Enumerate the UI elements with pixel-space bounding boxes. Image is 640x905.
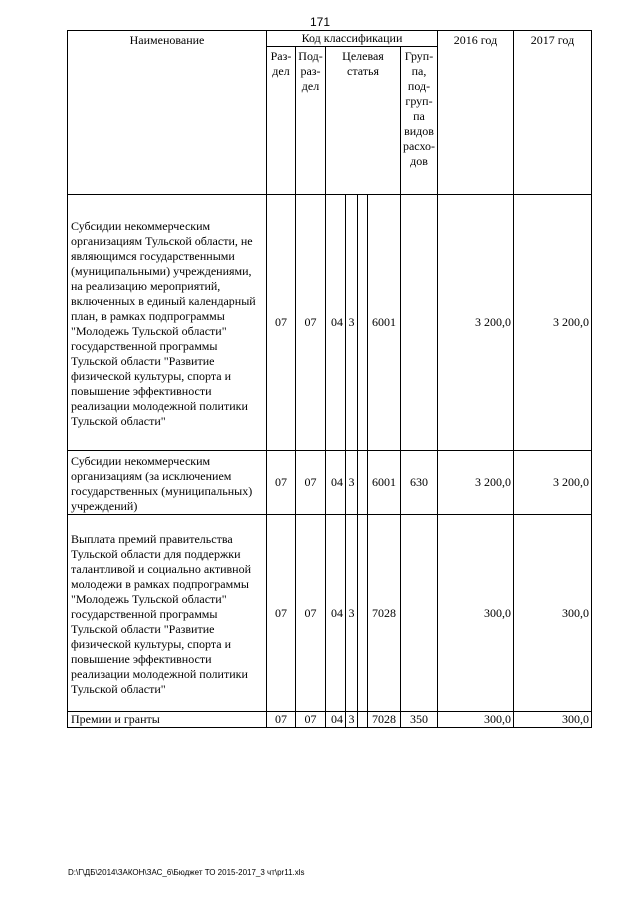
row-target-1: 04 bbox=[326, 195, 346, 451]
row-2016: 300,0 bbox=[438, 515, 514, 712]
row-2016: 3 200,0 bbox=[438, 451, 514, 515]
header-target: Целевая статья bbox=[326, 47, 401, 195]
row-target-2: 3 bbox=[346, 515, 358, 712]
row-target-2: 3 bbox=[346, 195, 358, 451]
row-target-3 bbox=[358, 195, 368, 451]
row-podrazdel: 07 bbox=[296, 195, 326, 451]
row-target-4: 7028 bbox=[368, 515, 401, 712]
row-target-4: 7028 bbox=[368, 712, 401, 728]
row-target-3 bbox=[358, 451, 368, 515]
row-razdel: 07 bbox=[267, 712, 296, 728]
budget-table bbox=[67, 30, 592, 728]
row-razdel: 07 bbox=[267, 451, 296, 515]
row-target-3 bbox=[358, 515, 368, 712]
row-target-1: 04 bbox=[326, 451, 346, 515]
header-row-top bbox=[68, 31, 592, 47]
table-row bbox=[68, 451, 592, 515]
row-group bbox=[401, 195, 438, 451]
header-group: Груп- па, под- груп- па видов расхо- дов bbox=[401, 47, 438, 195]
row-2016: 3 200,0 bbox=[438, 195, 514, 451]
row-name: Субсидии некоммерческим организациям Тульской области, не являющимся государственными (муниципальными) учреждениями, на реализацию мероприятий, включенных в единый календарный план, в рамках подпрограммы "Молодежь Тульской области" государственной программы Тульской области "Развитие физической культуры, спорта и повышение эффективности реализации молодежной политики Тульской области" bbox=[68, 195, 267, 451]
row-name: Премии и гранты bbox=[68, 712, 267, 728]
row-2017: 3 200,0 bbox=[514, 451, 592, 515]
row-target-3 bbox=[358, 712, 368, 728]
row-2016: 300,0 bbox=[438, 712, 514, 728]
row-razdel: 07 bbox=[267, 515, 296, 712]
row-group: 350 bbox=[401, 712, 438, 728]
row-target-2: 3 bbox=[346, 451, 358, 515]
header-code: Код классификации bbox=[267, 31, 438, 47]
table-row bbox=[68, 515, 592, 712]
row-name: Субсидии некоммерческим организациям (за исключением государственных (муниципальных) учреждений) bbox=[68, 451, 267, 515]
row-name: Выплата премий правительства Тульской области для поддержки талантливой и социально активной молодежи в рамках подпрограммы "Молодежь Тульской области" государственной программы Тульской области "Развитие физической культуры, спорта и повышение эффективности реализации молодежной политики Тульской области" bbox=[68, 515, 267, 712]
table-row bbox=[68, 712, 592, 728]
row-podrazdel: 07 bbox=[296, 712, 326, 728]
file-path-footer: D:\Г\ДБ\2014\ЗАКОН\ЗАС_6\Бюджет ТО 2015-2017_3 чт\pr11.xls bbox=[68, 868, 305, 877]
row-target-2: 3 bbox=[346, 712, 358, 728]
row-podrazdel: 07 bbox=[296, 451, 326, 515]
page-number: 171 bbox=[309, 15, 331, 29]
row-razdel: 07 bbox=[267, 195, 296, 451]
row-target-4: 6001 bbox=[368, 195, 401, 451]
header-year-2017: 2017 год bbox=[514, 31, 592, 195]
row-2017: 3 200,0 bbox=[514, 195, 592, 451]
header-name: Наименование bbox=[68, 31, 267, 195]
row-2017: 300,0 bbox=[514, 515, 592, 712]
header-podrazdel: Под- раз- дел bbox=[296, 47, 326, 195]
row-podrazdel: 07 bbox=[296, 515, 326, 712]
table-row bbox=[68, 195, 592, 451]
row-group: 630 bbox=[401, 451, 438, 515]
row-target-4: 6001 bbox=[368, 451, 401, 515]
row-group bbox=[401, 515, 438, 712]
header-year-2016: 2016 год bbox=[438, 31, 514, 195]
row-target-1: 04 bbox=[326, 712, 346, 728]
row-2017: 300,0 bbox=[514, 712, 592, 728]
row-target-1: 04 bbox=[326, 515, 346, 712]
header-razdel: Раз- дел bbox=[267, 47, 296, 195]
